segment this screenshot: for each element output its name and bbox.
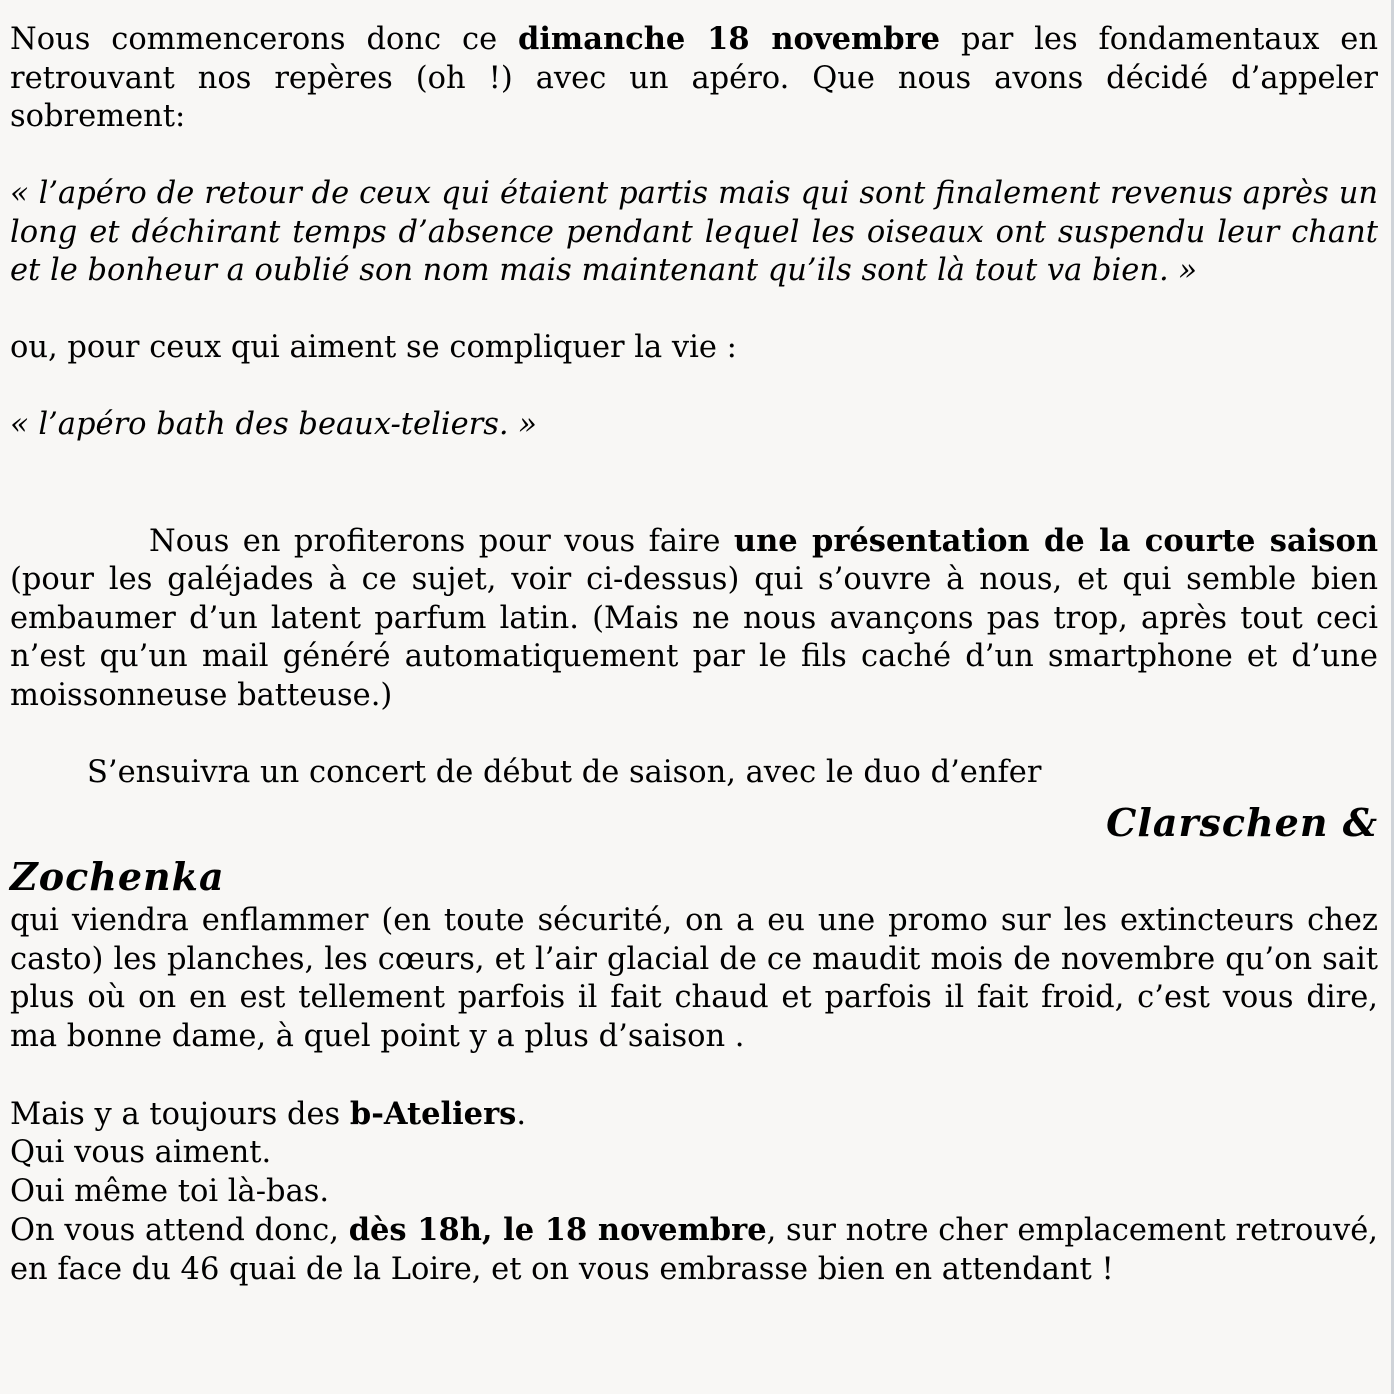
apero-name-long <box>10 175 1378 291</box>
concert-description: qui viendra enflammer (en toute sécurité, on a eu une promo sur les extincteurs chez casto) les planches, les cœurs, et l’air glacial de ce maudit mois de novembre qu’on sait plus où on en est tellement parfois il fait chaud et parfois il fait froid, c’est vous dire, ma bonne dame, à quel point y a plus d’saison . <box>10 903 1378 1054</box>
intro-text-end: par les fondamentaux en retrouvant nos repères (oh !) avec un apéro. Que nous avons décidé d’appeler sobrement: <box>10 22 1379 134</box>
spacer <box>10 368 1378 407</box>
document-body <box>10 20 1378 1289</box>
ateliers-text: Mais y a toujours des <box>10 1096 350 1132</box>
closing-text: On vous attend donc, <box>10 1213 349 1248</box>
spacer <box>10 715 1378 754</box>
artist-name-line2: Zochenka <box>10 854 225 899</box>
closing-paragraph <box>10 1211 1378 1289</box>
ateliers-text-end: . <box>516 1096 527 1132</box>
closing-date-time: dès 18h, le 18 novembre <box>348 1212 767 1248</box>
alternative-intro: ou, pour ceux qui aiment se compliquer la vie : <box>10 330 737 365</box>
spacer <box>10 1056 1378 1095</box>
closing-text-end: , sur notre cher emplacement retrouvé, en face du 46 quai de la Loire, et on vous embrasse bien en attendant ! <box>10 1213 1378 1287</box>
season-presentation-paragraph <box>10 522 1378 716</box>
season-text-end: (pour les galéjades à ce sujet, voir ci-dessus) qui s’ouvre à nous, et qui semble bien embaumer d’un latent parfum latin. (Mais ne nous avançons pas trop, après tout ceci n’est qu’un mail généré automatiquement par le fils caché d’un smartphone et d’une moissonneuse batteuse.) <box>10 562 1378 713</box>
season-highlight: une présentation de la courte saison <box>733 522 1378 559</box>
apero-quote-short: « l’apéro bath des beaux-teliers. » <box>10 407 537 442</box>
artist-name-line1: Clarschen & <box>1106 800 1378 845</box>
intro-date: dimanche 18 novembre <box>518 21 941 57</box>
ateliers-name: b-Ateliers <box>349 1095 517 1132</box>
you-there-line: Oui même toi là-bas. <box>10 1173 330 1209</box>
intro-paragraph <box>10 20 1378 137</box>
intro-text: Nous commencerons donc ce <box>10 22 519 57</box>
spacer <box>10 137 1378 176</box>
spacer <box>10 291 1378 330</box>
love-line: Qui vous aiment. <box>10 1135 272 1170</box>
ateliers-line <box>10 1095 1378 1135</box>
spacer <box>10 445 1378 522</box>
apero-quote-long: « l’apéro de retour de ceux qui étaient partis mais qui sont finalement revenus après un long et déchirant temps d’absence pendant lequel les oiseaux ont suspendu leur chant et le bonheur a oublié son nom mais maintenant qu’ils sont là tout va bien. » <box>10 176 1378 288</box>
concert-intro: S’ensuivra un concert de début de saison, avec le duo d’enfer <box>87 754 1042 790</box>
season-text: Nous en profiterons pour vous faire <box>149 523 734 559</box>
apero-name-short <box>10 406 1378 445</box>
